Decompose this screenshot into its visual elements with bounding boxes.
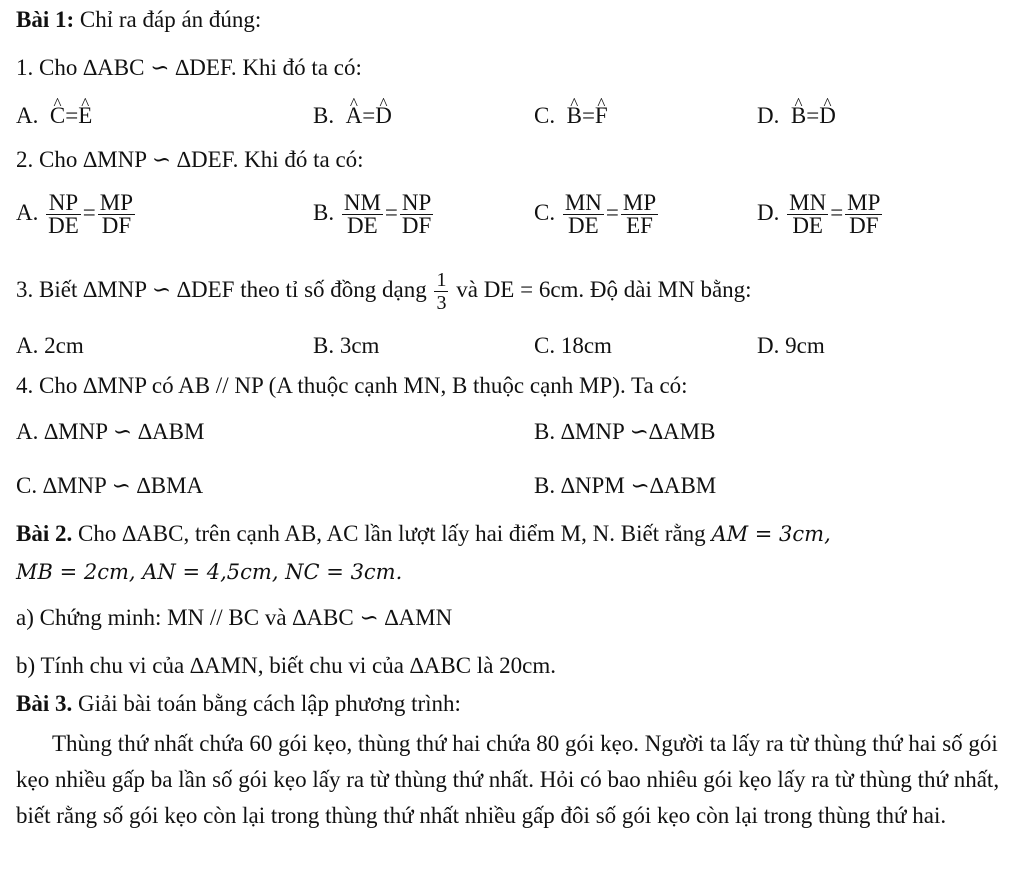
q4-option-b: B. ∆MNP ∽∆AMB — [534, 419, 716, 444]
q3-option-b: B. 3cm — [313, 333, 380, 358]
q1-option-b: B. ^ A=^ D — [313, 102, 392, 130]
bai2-part-a: a) Chứng minh: MN // BC và ∆ABC ∽ ∆AMN — [16, 605, 453, 630]
q1-stem: 1. Cho ∆ABC ∽ ∆DEF. Khi đó ta có: — [16, 55, 362, 80]
q3-option-d: D. 9cm — [757, 333, 825, 358]
bai3-body — [16, 726, 1016, 834]
bai1-title: Chỉ ra đáp án đúng: — [74, 7, 262, 32]
bai2-line-1 — [16, 520, 831, 548]
q3-option-c: C. 18cm — [534, 333, 612, 358]
bai3-body-text: Thùng thứ nhất chứa 60 gói kẹo, thùng thứ hai chứa 80 gói kẹo. Người ta lấy ra từ thùng thứ hai số gói kẹo nhiều gấp ba lần số gói kẹo lấy ra từ thùng thứ nhất. Hỏi có bao nhiêu gói kẹo lấy ra từ thùng thứ nhất, biết rằng số gói kẹo còn lại trong thùng thứ nhất nhiều gấp đôi số gói kẹo còn lại trong thùng thứ hai. — [16, 731, 1000, 828]
q2-option-b: B. $\frac{NM}{DE}$ = $\frac{NP}{DF}$ — [313, 190, 432, 238]
bai2-text: Cho ∆ABC, trên cạnh AB, AC lần lượt lấy hai điểm M, N. Biết rằng — [72, 521, 712, 546]
bai1-heading-line — [16, 6, 261, 34]
q2-option-d: D. $\frac{MN}{DE}$ = $\frac{MP}{DF}$ — [757, 190, 881, 238]
q1-option-d: D. ^ B=^ D — [757, 102, 836, 130]
q2-option-a: A. $\frac{NP}{DE}$ = $\frac{MP}{DF}$ — [16, 190, 134, 238]
bai3-title: Giải bài toán bằng cách lập phương trình: — [72, 691, 461, 716]
bai2-part-b: b) Tính chu vi của ∆AMN, biết chu vi của ∆ABC là 20cm. — [16, 653, 557, 678]
bai2-math-1: AM = 3cm, — [711, 522, 831, 546]
q4-option-a: A. ∆MNP ∽ ∆ABM — [16, 419, 205, 444]
q4-stem: 4. Cho ∆MNP có AB // NP (A thuộc cạnh MN, B thuộc cạnh MP). Ta có: — [16, 373, 688, 398]
q1-option-c: C. ^ B=^ F — [534, 102, 608, 130]
bai3-heading: Bài 3. — [16, 691, 73, 716]
q4-option-d: B. ∆NPM ∽∆ABM — [534, 473, 717, 498]
q3-option-a: A. 2cm — [16, 333, 84, 358]
bai2-heading: Bài 2. — [16, 521, 73, 546]
q3-stem: 3. Biết ∆MNP ∽ ∆DEF theo tỉ số đồng dạng $\frac{1}{3}$ và DE = 6cm. Độ dài MN bằng: — [16, 269, 752, 315]
q1-option-a: A. ^ C=^ E — [16, 102, 92, 130]
q2-stem: 2. Cho ∆MNP ∽ ∆DEF. Khi đó ta có: — [16, 147, 364, 172]
bai2-math-2: MB = 2cm, AN = 4,5cm, NC = 3cm. — [16, 560, 403, 584]
bai3-heading-line — [16, 690, 461, 718]
bai1-heading: Bài 1: — [16, 7, 75, 32]
bai2-line-2 — [16, 558, 402, 586]
q4-option-c: C. ∆MNP ∽ ∆BMA — [16, 473, 204, 498]
q2-option-c: C. $\frac{MN}{DE}$ = $\frac{MP}{EF}$ — [534, 190, 657, 238]
